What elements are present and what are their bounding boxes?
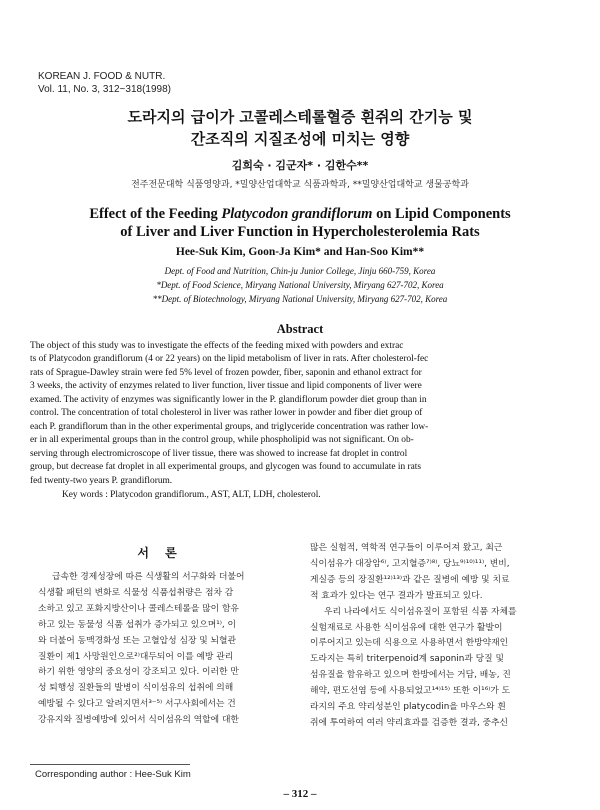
title-text: Effect of the Feeding — [89, 206, 222, 222]
english-authors: Hee-Suk Kim, Goon-Ja Kim* and Han-Soo Kim** — [175, 246, 425, 258]
text-line: 하기 위한 영양의 중요성이 강조되고 있다. 이러한 만 — [38, 667, 239, 678]
text-line: ts of Platycodon grandiflorum (4 or 22 years) on the lipid metabolism of liver in rats. After cholesterol-fec — [30, 354, 429, 365]
affiliation-1: Dept. of Food and Nutrition, Chin-ju Junior College, Jinju 660-759, Korea — [164, 266, 436, 276]
affiliation-3: **Dept. of Biotechnology, Miryang National University, Miryang 627-702, Korea — [152, 294, 448, 304]
english-title-line2: of Liver and Liver Function in Hypercholesterolemia Rats — [120, 224, 480, 240]
section-heading-intro: 서 론 — [137, 546, 183, 560]
text-line: 라지의 주요 약리성분인 platycodin을 마우스와 흰 — [310, 702, 506, 713]
text-line: The object of this study was to investigate the effects of the feeding mixed with powders and extrac — [30, 341, 404, 351]
english-title-line1 — [0, 205, 600, 223]
affiliation-2: *Dept. of Food Science, Miryang National University, Miryang 627-702, Korea — [156, 280, 444, 290]
text-line: 성 퇴행성 질환들의 발병이 식이섬유의 섭취에 의해 — [38, 683, 234, 694]
text-line: 실험재료로 사용한 식이섬유에 대한 연구가 활발이 — [310, 622, 503, 633]
text-line: each P. grandiflorum than in the other experimental groups, and triglyceride concentration was rather low- — [30, 421, 429, 432]
text-line: 쥐에 투여하여 여러 약리효과를 검증한 결과, 중추신 — [310, 717, 509, 728]
text-line: 이루어지고 있는데 식용으로 사용하면서 한방약재인 — [310, 638, 509, 649]
korean-affiliations: 전주전문대학 식품영양과, *밀양산업대학교 식품과학과, **밀양산업대학교 생물공학과 — [131, 180, 469, 190]
text-line: 섬유질을 함유하고 있으며 한방에서는 거담, 배농, 진 — [310, 670, 511, 681]
korean-title — [0, 106, 600, 150]
text-line: 많은 실험적, 역학적 연구들이 이루어져 왔고, 최근 — [310, 543, 503, 553]
title-text: on Lipid Components — [372, 206, 511, 222]
text-line: 소하고 있고 포화지방산이나 콜레스테롤을 많이 함유 — [38, 603, 239, 614]
text-line: 예방될 수 있다고 알려지면서³⁻⁵⁾ 서구사회에서는 건 — [38, 699, 236, 710]
intro-right-column — [310, 541, 568, 732]
korean-title-line1: 도라지의 급이가 고콜레스테롤혈증 흰쥐의 간기능 및 — [127, 108, 473, 126]
text-line: 급속한 경제성장에 따른 식생활의 서구화와 더불어 — [52, 572, 245, 582]
text-line: 게실증 등의 장질환¹²⁾¹³⁾과 같은 질병에 예방 및 치료 — [310, 574, 510, 585]
text-line: 3 weeks, the activity of enzymes related to liver function, liver tissue and lipid components of liver were — [30, 381, 422, 392]
footnote-divider — [30, 764, 190, 765]
journal-name: KOREAN J. FOOD & NUTR. — [38, 71, 166, 82]
text-line: er in all experimental groups than in the control group, while phospholipid was not significant. On ob- — [30, 435, 414, 446]
text-line: control. The concentration of total cholesterol in liver was rather lower in powder and fiber diet group of — [30, 408, 423, 419]
text-line: serving through electromicroscope of liver tissue, there was showed to increase fat droplet in control — [30, 448, 408, 459]
korean-title-line2: 간조직의 지질조성에 미치는 영향 — [190, 130, 410, 148]
intro-left-column — [38, 570, 288, 729]
text-line: 와 더불어 동맥경화성 또는 고혈압성 심장 및 뇌혈관 — [38, 635, 237, 646]
keywords: Key words : Platycodon grandiflorum., AST, ALT, LDH, cholesterol. — [62, 490, 321, 500]
text-line: fed twenty-two years P. grandiflorum. — [30, 475, 173, 486]
text-line: 식생활 패턴의 변화로 식물성 식품섭취량은 점차 감 — [38, 587, 234, 598]
text-line: 적 효과가 있다는 연구 결과가 발표되고 있다. — [310, 590, 483, 601]
text-line: 질환이 제1 사망원인으로²⁾대두되어 이를 예방 관리 — [38, 651, 234, 662]
text-line: 강유지와 질병예방에 있어서 식이섬유의 역할에 대한 — [38, 715, 239, 726]
page-number: – 312 – — [283, 788, 317, 800]
abstract-heading: Abstract — [276, 322, 324, 336]
abstract-body — [30, 340, 570, 488]
text-line: 도라지는 특히 triterpenoid계 saponin과 당질 및 — [310, 654, 504, 665]
text-line: 해약, 편도선염 등에 사용되었고¹⁴⁾¹⁵⁾ 또한 이¹⁶⁾가 도 — [310, 686, 511, 697]
english-affiliations — [0, 264, 600, 306]
text-line: examed. The activity of enzymes was significantly lower in the P. glandiflorum powder diet group than in — [30, 394, 427, 405]
species-name: Platycodon grandiflorum — [221, 206, 373, 222]
text-line: 식이섬유가 대장암⁶⁾, 고지혈증⁷⁾⁸⁾, 당뇨⁹⁾¹⁰⁾¹¹⁾, 변비, — [310, 558, 510, 569]
korean-authors: 김희숙 · 김군자* · 김한수** — [231, 159, 369, 172]
text-line: 우리 나라에서도 식이섬유질이 포함된 식품 자체를 — [324, 606, 517, 617]
english-title — [0, 205, 600, 241]
text-line: rats of Sprague-Dawley strain were fed 5% level of frozen powder, fiber, saponin and ethanol extract for — [30, 367, 422, 378]
journal-header — [38, 70, 171, 96]
corresponding-author: Corresponding author : Hee-Suk Kim — [35, 769, 191, 780]
text-line: group, but decrease fat droplet in all experimental groups, and glycogen was found to accumulate in rats — [30, 462, 422, 473]
text-line: 하고 있는 동물성 식품 섭취가 증가되고 있으며¹⁾, 이 — [38, 619, 237, 630]
journal-volume: Vol. 11, No. 3, 312~318(1998) — [38, 84, 171, 95]
